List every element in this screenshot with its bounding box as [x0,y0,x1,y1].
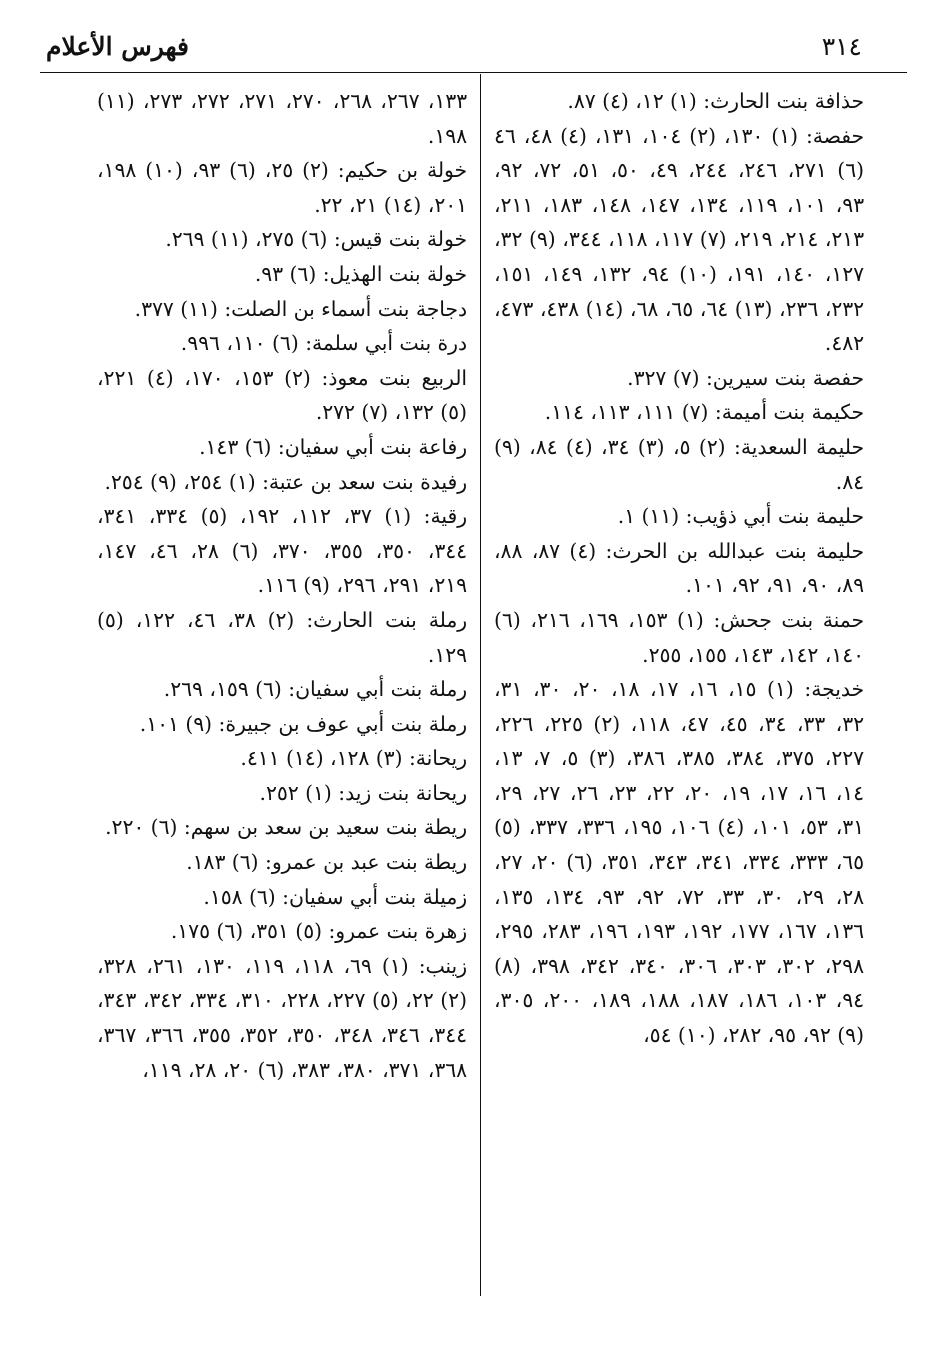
index-entry-refs: (١) ١٢، (٤) ٨٧. [567,89,697,113]
index-entry-name: رفيدة بنت سعد بن عتبة: [262,469,467,494]
index-entry [97,499,467,603]
index-entry-name: حكيمة بنت أميمة: [714,400,864,425]
index-entry [97,257,467,292]
index-entry-name: حفصة: [805,123,865,148]
index-entry-refs: (٥) ٣٥١، (٦) ١٧٥. [170,919,323,944]
index-entry-name: رملة بنت الحارث: [306,607,467,632]
index-column-right [494,84,864,1053]
index-entry-refs: (١) ٦٩، ١١٨، ١١٩، ١٣٠، ٢٦١، ٣٢٨، (٢) ٢٢، (٥) ٢٢٧، ٢٢٨، ٣١٠، ٣٣٤، ٣٤٢، ٣٤٣، ٣٤٤، ٣٤٦، ٣٤٨، ٣٥٠، ٣٥٢، ٣٥٥، ٣٦٦، ٣٦٧، ٣٦٨، ٣٧١، ٣٨٠، ٣٨٣، (٦) ٢٠، ٢٨، ١١٩، [97,953,467,1082]
index-entry [97,672,467,707]
index-entry [494,361,864,396]
index-entry-name: درة بنت أبي سلمة: [305,331,467,356]
index-entry-name: حليمة السعدية: [733,434,865,459]
index-entry-refs: (١) ١٥٣، ١٦٩، ٢١٦، (٦) ١٤٠، ١٤٢، ١٤٣، ١٥٥، ٢٥٥. [494,607,864,667]
index-entry-name: خديجة: [804,677,865,702]
index-entry-name: زميلة بنت أبي سفيان: [282,884,467,909]
index-entry [97,153,467,222]
index-entry [494,603,864,672]
index-entry-name: خولة بنت الهذيل: [322,261,467,286]
index-entry-name: خولة بنت قيس: [333,227,467,252]
index-entry-name: حمنة بنت جحش: [713,607,865,632]
index-entry-refs: (٧) ٣٢٧. [627,365,700,390]
index-entry-refs: (١١) ١. [617,504,680,529]
index-entry [97,741,467,776]
index-entry [97,361,467,430]
index-entry-refs: ١٣٣، ٢٦٧، ٢٦٨، ٢٧٠، ٢٧١، ٢٧٢، ٢٧٣، (١١) ١٩٨. [97,89,468,148]
index-entry-refs: (٦) ١٨٣. [186,850,259,875]
index-entry-refs: (٢) ٣٨، ٤٦، ١٢٢، (٥) ١٢٩. [97,607,467,667]
index-entry-refs: (١) ٢٥٤، (٩) ٢٥٤. [104,469,256,494]
index-entry [97,880,467,915]
index-entry-name: ريطة بنت سعيد بن سعد بن سهم: [183,815,467,840]
index-entry [494,84,864,119]
index-entry-name: رفاعة بنت أبي سفيان: [277,434,467,459]
index-entry [494,430,864,499]
index-entry-refs: (٢) ٥، (٣) ٣٤، (٤) ٨٤، (٩) ٨٤. [494,434,864,494]
index-entry-name: حليمة بنت أبي ذؤيب: [685,504,864,529]
index-entry-refs: (١) ٢٥٢. [259,780,332,805]
index-entry-name: دجاجة بنت أسماء بن الصلت: [224,296,467,321]
index-entry [494,499,864,534]
index-entry-refs: (٢) ٢٥، (٦) ٩٣، (١٠) ١٩٨، ٢٠١، (١٤) ٢١، ٢٢. [97,158,467,217]
index-entry [494,534,864,603]
index-entry-refs: (٣) ١٢٨، (١٤) ٤١١. [240,746,403,771]
index-entry [494,119,864,361]
index-entry-refs: (٦) ٢٧٥، (١١) ٢٦٩. [165,227,328,252]
index-entry [97,707,467,742]
index-entry-refs: (٢) ١٥٣، ١٧٠، (٤) ٢٢١، (٥) ١٣٢، (٧) ٢٧٢. [97,365,467,425]
column-divider [480,74,481,1296]
index-entry [97,84,467,153]
index-entry-refs: (٦) ١٥٨. [203,884,276,909]
page-header [40,26,907,70]
index-entry [97,845,467,880]
index-entry [97,465,467,500]
index-entry [97,776,467,811]
index-entry [97,603,467,672]
index-entry [97,949,467,1087]
index-entry [97,222,467,257]
index-entry-refs: (٦) ٢٢٠. [105,815,178,840]
index-entry [97,430,467,465]
index-entry-refs: (١١) ٣٧٧. [134,296,218,321]
index-entry-refs: (٦) ٩٣. [254,261,317,286]
index-entry-refs: (٦) ١٥٩، ٢٦٩. [163,677,282,702]
index-entry-name: رقية: [423,504,467,529]
running-title: فهرس الأعلام [46,32,190,61]
index-entry-name: رملة بنت أبي عوف بن جبيرة: [218,711,467,736]
index-entry-name: زهرة بنت عمرو: [328,919,467,944]
index-entry [97,810,467,845]
index-entry [97,914,467,949]
index-entry-name: حليمة بنت عبدالله بن الحرث: [605,538,865,563]
page-number: ٣١٤ [821,32,862,61]
index-entry-refs: (٩) ١٠١. [139,711,213,736]
index-entry-name: حذافة بنت الحارث: [703,89,864,113]
header-rule [40,72,907,73]
index-entry-name: خولة بن حكيم: [337,158,468,183]
index-entry-name: ريحانة بنت زيد: [338,780,467,805]
index-entry-refs: (٦) ١٤٣. [199,434,272,459]
index-entry-name: الربيع بنت معوذ: [321,365,468,390]
index-entry-name: زينب: [418,953,467,978]
index-entry-refs: (٧) ١١١، ١١٣، ١١٤. [544,400,709,425]
index-entry-refs: (٦) ١١٠، ٩٩٦. [180,331,299,356]
index-column-left [97,84,467,1087]
index-entry [97,326,467,361]
index-entry [494,672,864,1053]
index-entry [97,292,467,327]
index-entry-refs: (٤) ٨٧، ٨٨، ٨٩، ٩٠، ٩١، ٩٢، ١٠١. [494,538,864,598]
index-entry-name: حفصة بنت سيرين: [705,365,864,390]
index-entry-refs: (١) ٣٧، ١١٢، ١٩٢، (٥) ٣٣٤، ٣٤١، ٣٤٤، ٣٥٠، ٣٥٥، ٣٧٠، (٦) ٢٨، ٤٦، ١٤٧، ٢١٩، ٢٩١، ٢٩٦، (٩) ١١٦. [97,504,468,598]
index-entry-name: ريحانة: [408,746,467,771]
index-entry-name: ريطة بنت عبد بن عمرو: [264,850,467,875]
index-entry-name: رملة بنت أبي سفيان: [288,677,467,702]
index-entry-refs: (١) ١٣٠، (٢) ١٠٤، ١٣١، (٤) ٤٨، ٤٦ (٦) ٢٧١، ٢٤٦، ٢٤٤، ٤٩، ٥٠، ٥١، ٧٢، ٩٢، ٩٣، ١٠١، ١١٩، ١٣٤، ١٤٧، ١٤٨، ١٨٣، ٢١١، ٢١٣، ٢١٤، ٢١٩، (٧) ١١٧، ١١٨، ٣٤٤، (٩) ٣٢، ١٢٧، ١٤٠، ١٩١، (١٠) ٩٤، ١٣٢، ١٤٩، ١٥١، ٢٣٢، ٢٣٦، (١٣) ٦٤، ٦٥، ٦٨، (١٤) ٤٣٨، ٤٧٣، ٤٨٢. [494,123,865,356]
index-entry-refs: (١) ١٥، ١٦، ١٧، ١٨، ٢٠، ٣٠، ٣١، ٣٢، ٣٣، ٣٤، ٤٥، ٤٧، ١١٨، (٢) ٢٢٥، ٢٢٦، ٢٢٧، ٣٧٥، ٣٨٤، ٣٨٥، ٣٨٦، (٣) ٥، ٧، ١٣، ١٤، ١٦، ١٧، ١٩، ٢٠، ٢٢، ٢٣، ٢٦، ٢٧، ٢٩، ٣١، ٥٣، ١٠١، (٤) ١٠٦، ١٩٥، ٣٣٦، ٣٣٧، (٥) ٦٥، ٣٣٣، ٣٣٤، ٣٤١، ٣٤٣، ٣٥١، (٦) ٢٠، ٢٧، ٢٨، ٢٩، ٣٠، ٣٣، ٧٢، ٩٢، ٩٣، ١٣٤، ١٣٥، ١٣٦، ١٦٧، ١٧٧، ١٩٢، ١٩٣، ١٩٦، ٢٨٣، ٢٩٥، ٢٩٨، ٣٠٢، ٣٠٣، ٣٠٦، ٣٤٠، ٣٤٢، ٣٩٨، (٨) ٩٤، ١٠٣، ١٨٦، ١٨٧، ١٨٨، ١٨٩، ٢٠٠، ٣٠٥، (٩) ٩٢، ٩٥، ٢٨٢، (١٠) ٥٤، [494,677,865,1048]
index-entry [494,395,864,430]
